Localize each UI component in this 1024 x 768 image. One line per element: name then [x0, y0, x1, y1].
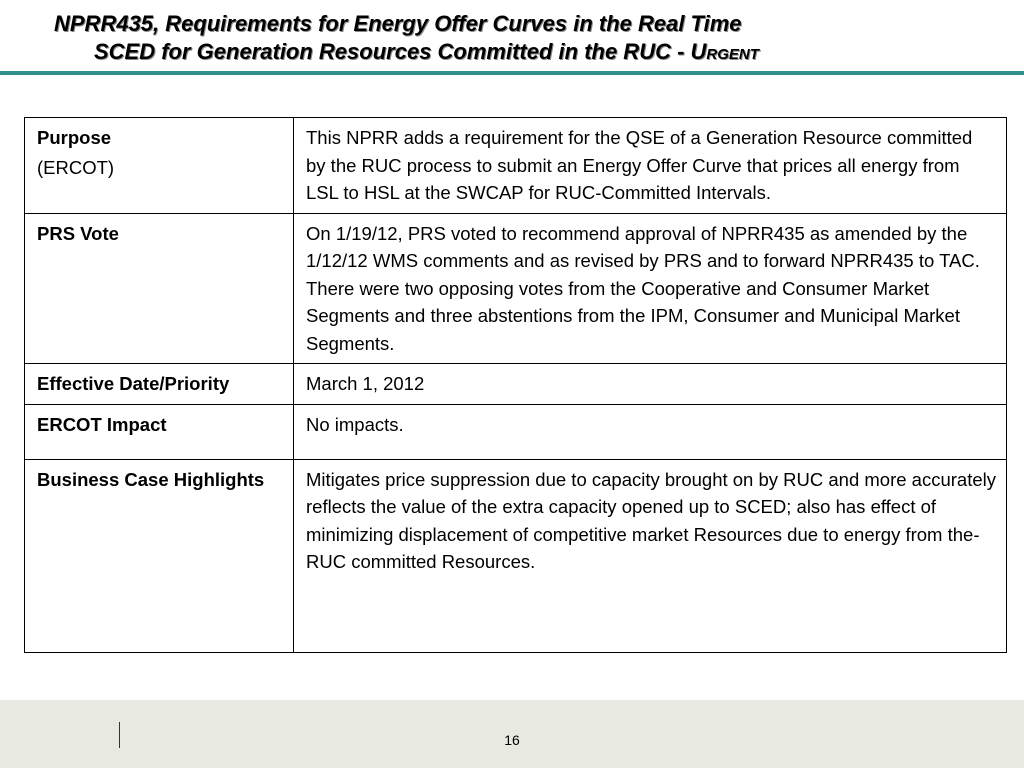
slide-title-line2 [54, 38, 1014, 66]
row-label-prs-vote: PRS Vote [25, 213, 294, 364]
slide-title-line2-text: SCED for Generation Resources Committed in the RUC - [94, 39, 691, 64]
slide-footer [0, 700, 1024, 768]
slide-title [54, 10, 1014, 66]
table-row-purpose [25, 118, 1007, 214]
table-row-ercot-impact [25, 404, 1007, 459]
table-row-business-case [25, 459, 1007, 652]
slide-title-line1: NPRR435, Requirements for Energy Offer Curves in the Real Time [54, 11, 742, 36]
row-sublabel: (ERCOT) [37, 156, 115, 178]
table-row-prs-vote [25, 213, 1007, 364]
row-value-ercot-impact: No impacts. [294, 404, 1007, 459]
page-number: 16 [504, 732, 520, 748]
urgent-tag: Urgent [690, 39, 759, 64]
title-divider [0, 71, 1024, 75]
row-label-ercot-impact: ERCOT Impact [25, 404, 294, 459]
row-value-business-case: Mitigates price suppression due to capacity brought on by RUC and more accurately reflects the value of the extra capacity opened up to SCED; also has effect of minimizing displacement of competitive market Resources due to energy from the-RUC committed Resources. [294, 459, 1007, 652]
nprr-info-table [24, 117, 1007, 653]
row-value-prs-vote: On 1/19/12, PRS voted to recommend approval of NPRR435 as amended by the 1/12/12 WMS comments and as revised by PRS and to forward NPRR435 to TAC. There were two opposing votes from the Cooperative and Consumer Market Segments and three abstentions from the IPM, Consumer and Municipal Market Segments. [294, 213, 1007, 364]
row-value-effective-date: March 1, 2012 [294, 364, 1007, 405]
row-label-business-case: Business Case Highlights [25, 459, 294, 652]
table-row-effective-date [25, 364, 1007, 405]
row-value-purpose: This NPRR adds a requirement for the QSE of a Generation Resource committed by the RUC process to submit an Energy Offer Curve that prices all energy from LSL to HSL at the SWCAP for RUC-Committed Intervals. [294, 118, 1007, 214]
row-label-effective-date: Effective Date/Priority [25, 364, 294, 405]
row-label-text: Purpose [37, 127, 112, 148]
row-label-purpose [25, 118, 294, 214]
